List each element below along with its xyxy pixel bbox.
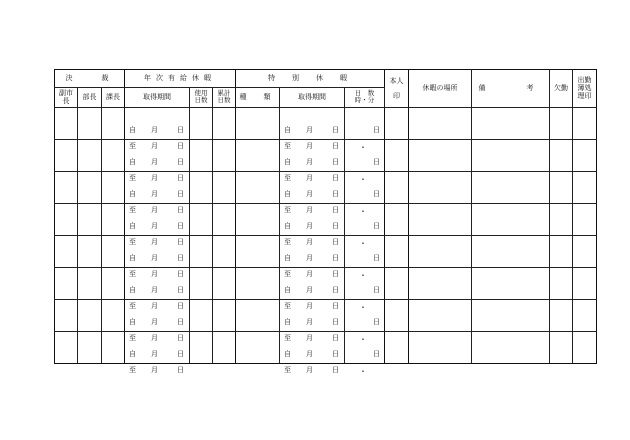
- absence-cell[interactable]: [550, 332, 573, 364]
- applicant-seal-cell[interactable]: [385, 140, 409, 172]
- days-used-header: 使用 日数: [190, 88, 213, 108]
- month-label: 月: [151, 253, 158, 262]
- director-seal-cell[interactable]: [78, 108, 102, 140]
- vice-mayor-header: 副市 長: [55, 88, 78, 108]
- cumulative-days-cell[interactable]: [213, 332, 236, 364]
- from-label: 自: [129, 349, 136, 358]
- to-label: 至: [284, 365, 291, 374]
- day-label: 日: [177, 301, 184, 310]
- attendance-book-seal-cell[interactable]: [573, 332, 597, 364]
- time-separator: ・: [359, 270, 367, 280]
- month-label: 月: [151, 317, 158, 326]
- to-label: 至: [129, 141, 136, 150]
- director-seal-cell[interactable]: [78, 332, 102, 364]
- leave-location-cell[interactable]: [409, 204, 472, 236]
- from-label: 自: [284, 349, 291, 358]
- month-label: 月: [151, 141, 158, 150]
- approval-header: 決 裁: [55, 70, 125, 88]
- month-label: 月: [306, 333, 313, 342]
- cumulative-days-cell[interactable]: [213, 172, 236, 204]
- annual-period-cell[interactable]: [125, 108, 190, 150]
- day-label: 日: [177, 125, 184, 134]
- from-label: 自: [129, 221, 136, 230]
- month-label: 月: [151, 301, 158, 310]
- remarks-cell[interactable]: [472, 300, 550, 332]
- director-seal-cell[interactable]: [78, 268, 102, 300]
- from-label: 自: [284, 189, 291, 198]
- month-label: 月: [306, 173, 313, 182]
- time-separator: ・: [359, 174, 367, 184]
- applicant-seal-cell[interactable]: [385, 204, 409, 236]
- section-chief-seal-cell[interactable]: [102, 332, 125, 364]
- month-label: 月: [306, 141, 313, 150]
- special-type-cell[interactable]: [236, 268, 280, 300]
- attendance-book-seal-cell[interactable]: [573, 108, 597, 140]
- vice-mayor-seal-cell[interactable]: [55, 332, 78, 364]
- from-label: 自: [129, 317, 136, 326]
- to-label: 至: [129, 173, 136, 182]
- day-unit-label: 日: [373, 125, 380, 134]
- days-time-header: 日 数 時・分: [345, 88, 385, 108]
- applicant-seal-cell[interactable]: [385, 332, 409, 364]
- absence-cell[interactable]: [550, 140, 573, 172]
- special-period-cell[interactable]: [280, 108, 345, 150]
- from-label: 自: [284, 253, 291, 262]
- special-type-cell[interactable]: [236, 172, 280, 204]
- director-header: 部長: [78, 88, 102, 108]
- absence-header: 欠勤: [550, 70, 573, 108]
- applicant-seal-cell[interactable]: [385, 108, 409, 140]
- section-chief-seal-cell[interactable]: [102, 172, 125, 204]
- month-label: 月: [306, 157, 313, 166]
- vice-mayor-seal-cell[interactable]: [55, 172, 78, 204]
- leave-location-cell[interactable]: [409, 236, 472, 268]
- absence-cell[interactable]: [550, 300, 573, 332]
- month-label: 月: [151, 221, 158, 230]
- remarks-cell[interactable]: [472, 204, 550, 236]
- days-used-cell[interactable]: [190, 172, 213, 204]
- month-label: 月: [151, 285, 158, 294]
- applicant-seal-cell[interactable]: [385, 236, 409, 268]
- section-chief-seal-cell[interactable]: [102, 300, 125, 332]
- day-label: 日: [332, 333, 339, 342]
- special-leave-header: 特 別 休 暇: [236, 70, 385, 88]
- to-label: 至: [129, 301, 136, 310]
- to-label: 至: [284, 269, 291, 278]
- day-unit-label: 日: [373, 157, 380, 166]
- special-type-cell[interactable]: [236, 300, 280, 332]
- annual-period-header: 取得期間: [125, 88, 190, 108]
- remarks-cell[interactable]: [472, 172, 550, 204]
- attendance-book-seal-cell[interactable]: [573, 236, 597, 268]
- day-label: 日: [332, 173, 339, 182]
- from-label: 自: [129, 285, 136, 294]
- day-unit-label: 日: [373, 317, 380, 326]
- month-label: 月: [151, 237, 158, 246]
- to-label: 至: [284, 301, 291, 310]
- month-label: 月: [306, 125, 313, 134]
- month-label: 月: [306, 253, 313, 262]
- day-label: 日: [332, 269, 339, 278]
- month-label: 月: [151, 365, 158, 374]
- vice-mayor-seal-cell[interactable]: [55, 300, 78, 332]
- month-label: 月: [306, 365, 313, 374]
- to-label: 至: [129, 333, 136, 342]
- cumulative-days-cell[interactable]: [213, 268, 236, 300]
- days-used-cell[interactable]: [190, 268, 213, 300]
- day-label: 日: [332, 365, 339, 374]
- from-label: 自: [129, 157, 136, 166]
- cumulative-days-cell[interactable]: [213, 140, 236, 172]
- day-label: 日: [177, 237, 184, 246]
- special-type-cell[interactable]: [236, 332, 280, 364]
- remarks-cell[interactable]: [472, 236, 550, 268]
- day-label: 日: [177, 333, 184, 342]
- month-label: 月: [306, 349, 313, 358]
- vice-mayor-seal-cell[interactable]: [55, 204, 78, 236]
- from-label: 自: [284, 157, 291, 166]
- month-label: 月: [151, 125, 158, 134]
- month-label: 月: [306, 317, 313, 326]
- day-label: 日: [177, 269, 184, 278]
- day-label: 日: [332, 301, 339, 310]
- day-label: 日: [177, 205, 184, 214]
- applicant-seal-header: 本人 印: [385, 70, 409, 108]
- day-label: 日: [177, 141, 184, 150]
- day-unit-label: 日: [373, 285, 380, 294]
- attendance-book-seal-cell[interactable]: [573, 300, 597, 332]
- days-used-cell[interactable]: [190, 204, 213, 236]
- day-label: 日: [177, 189, 184, 198]
- day-label: 日: [332, 285, 339, 294]
- day-unit-label: 日: [373, 349, 380, 358]
- remarks-cell[interactable]: [472, 140, 550, 172]
- annual-leave-header: 年次有給休暇: [125, 70, 236, 88]
- from-label: 自: [284, 125, 291, 134]
- attendance-book-seal-cell[interactable]: [573, 204, 597, 236]
- month-label: 月: [306, 221, 313, 230]
- time-separator: ・: [359, 238, 367, 248]
- day-label: 日: [177, 221, 184, 230]
- director-seal-cell[interactable]: [78, 140, 102, 172]
- leave-location-cell[interactable]: [409, 300, 472, 332]
- to-label: 至: [129, 237, 136, 246]
- vice-mayor-seal-cell[interactable]: [55, 140, 78, 172]
- days-used-cell[interactable]: [190, 300, 213, 332]
- director-seal-cell[interactable]: [78, 172, 102, 204]
- days-used-cell[interactable]: [190, 140, 213, 172]
- remarks-cell[interactable]: [472, 332, 550, 364]
- remarks-header: 備 考: [472, 70, 550, 108]
- section-chief-header: 課長: [102, 88, 125, 108]
- vice-mayor-seal-cell[interactable]: [55, 108, 78, 140]
- days-used-cell[interactable]: [190, 236, 213, 268]
- month-label: 月: [151, 157, 158, 166]
- section-chief-seal-cell[interactable]: [102, 108, 125, 140]
- days-used-cell[interactable]: [190, 332, 213, 364]
- special-type-cell[interactable]: [236, 236, 280, 268]
- to-label: 至: [129, 205, 136, 214]
- month-label: 月: [306, 301, 313, 310]
- time-separator: ・: [359, 334, 367, 344]
- to-label: 至: [284, 333, 291, 342]
- month-label: 月: [306, 237, 313, 246]
- cumulative-days-cell[interactable]: [213, 204, 236, 236]
- day-label: 日: [177, 253, 184, 262]
- from-label: 自: [129, 189, 136, 198]
- day-label: 日: [177, 173, 184, 182]
- special-type-header: 種 類: [236, 88, 280, 108]
- time-separator: ・: [359, 302, 367, 312]
- day-label: 日: [332, 317, 339, 326]
- day-label: 日: [332, 221, 339, 230]
- to-label: 至: [129, 269, 136, 278]
- month-label: 月: [151, 173, 158, 182]
- cumulative-days-cell[interactable]: [213, 108, 236, 140]
- month-label: 月: [151, 349, 158, 358]
- day-label: 日: [332, 141, 339, 150]
- leave-location-header: 休暇の場所: [409, 70, 472, 108]
- director-seal-cell[interactable]: [78, 204, 102, 236]
- leave-location-cell[interactable]: [409, 332, 472, 364]
- day-label: 日: [332, 157, 339, 166]
- absence-cell[interactable]: [550, 204, 573, 236]
- section-chief-seal-cell[interactable]: [102, 140, 125, 172]
- absence-cell[interactable]: [550, 268, 573, 300]
- day-unit-label: 日: [373, 221, 380, 230]
- director-seal-cell[interactable]: [78, 300, 102, 332]
- month-label: 月: [151, 205, 158, 214]
- days-used-cell[interactable]: [190, 108, 213, 140]
- to-label: 至: [284, 173, 291, 182]
- day-label: 日: [177, 349, 184, 358]
- director-seal-cell[interactable]: [78, 236, 102, 268]
- day-label: 日: [177, 365, 184, 374]
- from-label: 自: [129, 125, 136, 134]
- time-separator: ・: [359, 366, 367, 376]
- section-chief-seal-cell[interactable]: [102, 204, 125, 236]
- applicant-seal-cell[interactable]: [385, 172, 409, 204]
- from-label: 自: [284, 221, 291, 230]
- day-label: 日: [332, 125, 339, 134]
- special-type-cell[interactable]: [236, 140, 280, 172]
- day-label: 日: [332, 237, 339, 246]
- leave-location-cell[interactable]: [409, 268, 472, 300]
- day-label: 日: [177, 285, 184, 294]
- month-label: 月: [151, 333, 158, 342]
- applicant-seal-cell[interactable]: [385, 300, 409, 332]
- special-type-cell[interactable]: [236, 204, 280, 236]
- from-label: 自: [129, 253, 136, 262]
- leave-location-cell[interactable]: [409, 172, 472, 204]
- absence-cell[interactable]: [550, 236, 573, 268]
- month-label: 月: [306, 285, 313, 294]
- leave-location-cell[interactable]: [409, 140, 472, 172]
- leave-record-table: [54, 69, 597, 376]
- cumulative-days-header: 累計 日数: [213, 88, 236, 108]
- attendance-book-seal-header: 出勤 簿処 理印: [573, 70, 597, 108]
- section-chief-seal-cell[interactable]: [102, 236, 125, 268]
- day-unit-label: 日: [373, 253, 380, 262]
- time-separator: ・: [359, 142, 367, 152]
- table-row: [55, 108, 597, 140]
- leave-location-cell[interactable]: [409, 108, 472, 140]
- to-label: 至: [284, 141, 291, 150]
- cumulative-days-cell[interactable]: [213, 300, 236, 332]
- absence-cell[interactable]: [550, 172, 573, 204]
- special-period-header: 取得期間: [280, 88, 345, 108]
- day-label: 日: [177, 157, 184, 166]
- month-label: 月: [306, 205, 313, 214]
- from-label: 自: [284, 285, 291, 294]
- day-unit-label: 日: [373, 189, 380, 198]
- vice-mayor-seal-cell[interactable]: [55, 236, 78, 268]
- to-label: 至: [284, 205, 291, 214]
- day-label: 日: [332, 189, 339, 198]
- attendance-book-seal-cell[interactable]: [573, 140, 597, 172]
- attendance-book-seal-cell[interactable]: [573, 268, 597, 300]
- remarks-cell[interactable]: [472, 108, 550, 140]
- month-label: 月: [306, 269, 313, 278]
- remarks-cell[interactable]: [472, 268, 550, 300]
- month-label: 月: [151, 189, 158, 198]
- to-label: 至: [129, 365, 136, 374]
- from-label: 自: [284, 317, 291, 326]
- attendance-book-seal-cell[interactable]: [573, 172, 597, 204]
- cumulative-days-cell[interactable]: [213, 236, 236, 268]
- applicant-seal-cell[interactable]: [385, 268, 409, 300]
- day-label: 日: [332, 205, 339, 214]
- day-label: 日: [332, 349, 339, 358]
- to-label: 至: [284, 237, 291, 246]
- day-label: 日: [177, 317, 184, 326]
- absence-cell[interactable]: [550, 108, 573, 140]
- day-label: 日: [332, 253, 339, 262]
- vice-mayor-seal-cell[interactable]: [55, 268, 78, 300]
- time-separator: ・: [359, 206, 367, 216]
- month-label: 月: [151, 269, 158, 278]
- section-chief-seal-cell[interactable]: [102, 268, 125, 300]
- month-label: 月: [306, 189, 313, 198]
- special-type-cell[interactable]: [236, 108, 280, 140]
- days-time-cell[interactable]: [345, 108, 385, 152]
